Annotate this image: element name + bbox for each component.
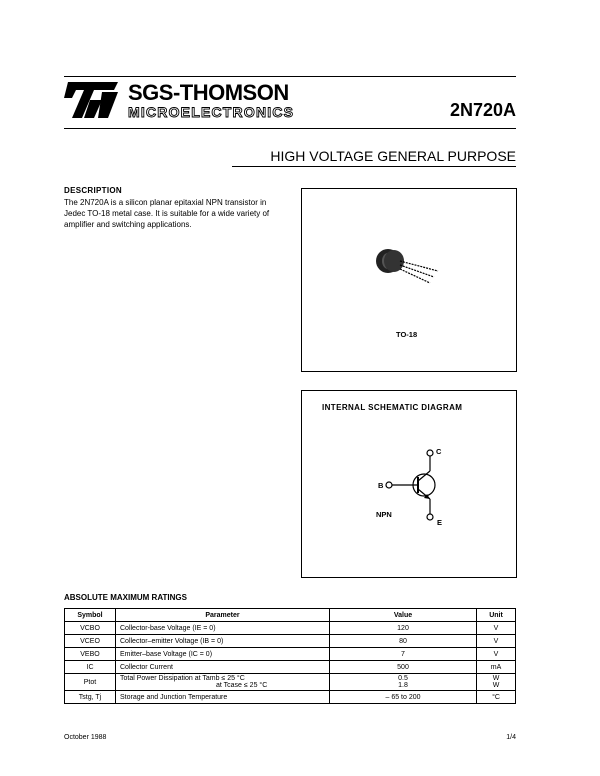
parameter-cell: Collector–emitter Voltage (IB = 0) [116, 635, 330, 648]
parameter-cell: Storage and Junction Temperature [116, 691, 330, 704]
symbol-cell: VCBO [65, 622, 116, 635]
unit-cell [477, 674, 516, 691]
footer-date: October 1988 [64, 734, 107, 741]
value-line-1: 0.5 [398, 675, 408, 682]
unit-line-2: W [492, 682, 500, 689]
unit-cell: °C [477, 691, 516, 704]
parameter-cell: Emitter–base Voltage (IC = 0) [116, 648, 330, 661]
symbol-cell: VCEO [65, 635, 116, 648]
pin-e-label: E [437, 518, 443, 527]
part-number: 2N720A [449, 100, 516, 120]
header-top-rule [64, 76, 516, 77]
pin-b-label: B [378, 481, 384, 490]
npn-label: NPN [376, 510, 392, 519]
col-header-unit: Unit [477, 609, 516, 622]
schematic-title: INTERNAL SCHEMATIC DIAGRAM [322, 403, 463, 412]
brand-name: SGS-THOMSON [128, 80, 289, 105]
value-cell: – 65 to 200 [330, 691, 477, 704]
page-number: 1/4 [506, 734, 516, 741]
ratings-table [64, 608, 516, 704]
unit-cell: V [477, 622, 516, 635]
value-cell: 7 [330, 648, 477, 661]
value-cell: 80 [330, 635, 477, 648]
table-row [65, 674, 516, 691]
table-header-row [65, 609, 516, 622]
symbol-cell: Ptot [65, 674, 116, 691]
symbol-cell: Tstg, Tj [65, 691, 116, 704]
page-subtitle: HIGH VOLTAGE GENERAL PURPOSE [270, 148, 516, 164]
col-header-parameter: Parameter [116, 609, 330, 622]
parameter-cell: Collector-base Voltage (IE = 0) [116, 622, 330, 635]
subtitle-rule [232, 166, 516, 167]
value-cell [330, 674, 477, 691]
table-row [65, 648, 516, 661]
parameter-line-2: at Tcase ≤ 25 °C [216, 682, 268, 689]
st-logo-icon [62, 80, 120, 120]
value-cell: 500 [330, 661, 477, 674]
package-label: TO-18 [396, 330, 418, 339]
brand-subname: MICROELECTRONICS [128, 104, 295, 120]
description-text: The 2N720A is a silicon planar epitaxial NPN transistor in Jedec TO-18 metal case. It is suitable for a wide variety of amplifier and switching applications. [64, 198, 270, 229]
schematic-box [301, 390, 517, 578]
table-row [65, 635, 516, 648]
parameter-cell [116, 674, 330, 691]
parameter-line-1: Total Power Dissipation at Tamb ≤ 25 °C [120, 675, 245, 682]
table-row [65, 622, 516, 635]
unit-cell: mA [477, 661, 516, 674]
header-bottom-rule [64, 128, 516, 129]
value-line-2: 1.8 [398, 682, 408, 689]
table-row [65, 691, 516, 704]
symbol-cell: VEBO [65, 648, 116, 661]
unit-cell: V [477, 635, 516, 648]
table-row [65, 661, 516, 674]
col-header-symbol: Symbol [65, 609, 116, 622]
ratings-title: ABSOLUTE MAXIMUM RATINGS [64, 593, 187, 602]
value-cell: 120 [330, 622, 477, 635]
unit-line-1: W [492, 675, 500, 682]
unit-cell: V [477, 648, 516, 661]
pin-c-label: C [436, 447, 442, 456]
parameter-cell: Collector Current [116, 661, 330, 674]
transistor-package-icon [372, 239, 442, 289]
col-header-value: Value [330, 609, 477, 622]
package-box [301, 188, 517, 372]
npn-transistor-symbol [362, 439, 462, 539]
description-heading: DESCRIPTION [64, 186, 122, 195]
symbol-cell: IC [65, 661, 116, 674]
